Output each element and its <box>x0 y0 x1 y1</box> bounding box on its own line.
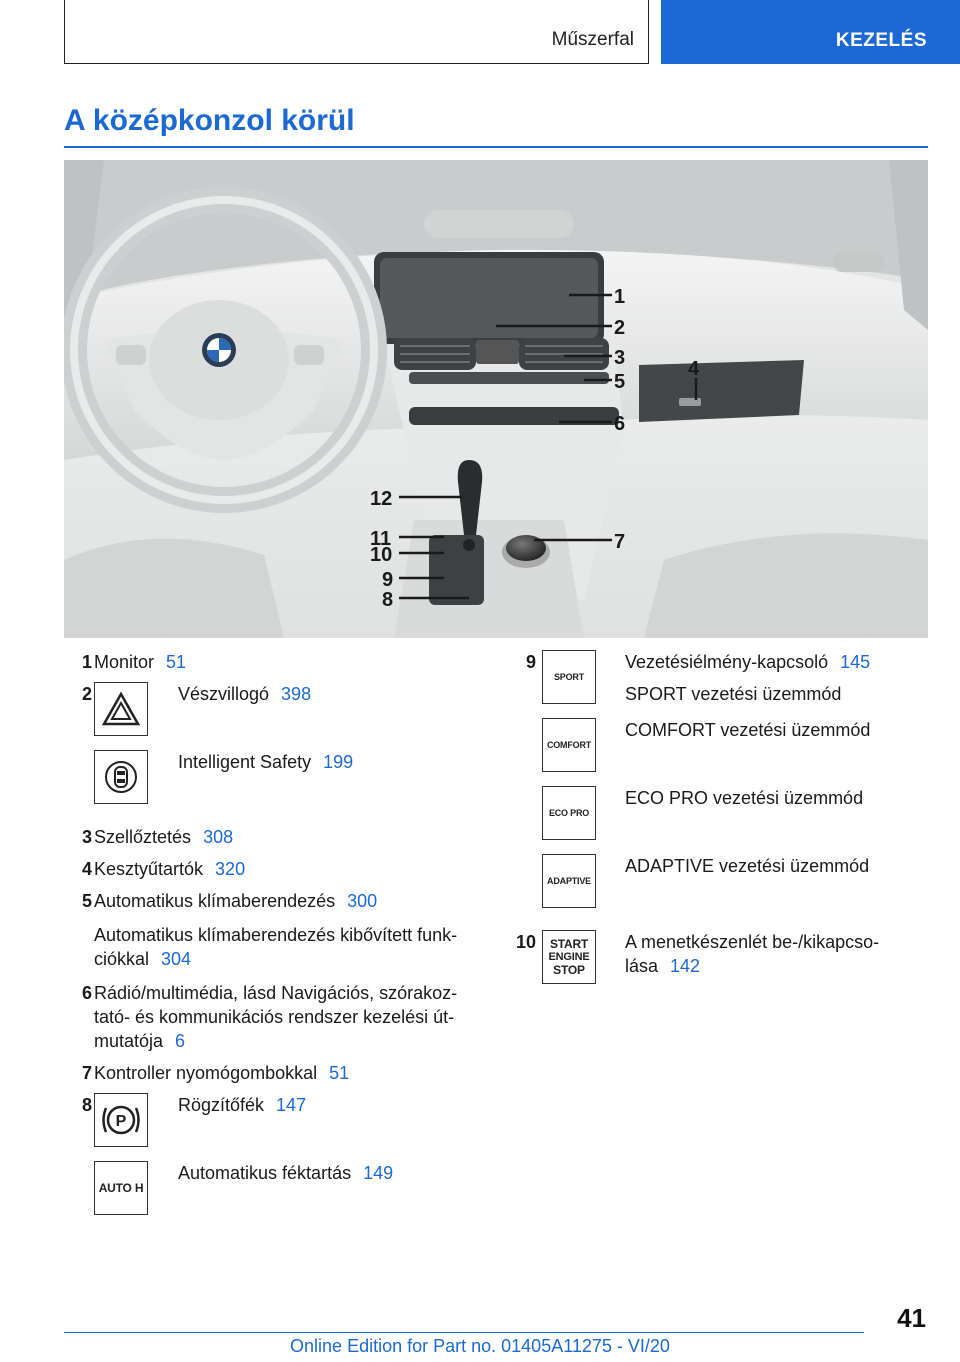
sport-mode-icon: SPORT <box>542 650 596 704</box>
page-ref-link[interactable]: 142 <box>670 956 701 976</box>
title-divider <box>64 146 928 148</box>
eco-pro-mode-icon: ECO PRO <box>542 786 596 840</box>
page-ref-link[interactable]: 304 <box>161 949 192 969</box>
comfort-mode-icon: COMFORT <box>542 718 596 772</box>
page-ref-link[interactable]: 145 <box>840 652 871 672</box>
page-ref-link[interactable]: 320 <box>215 859 246 879</box>
callout-12: 12 <box>370 488 393 510</box>
header-chapter-tab <box>661 0 960 64</box>
footer-divider <box>64 1332 864 1333</box>
callout-2: 2 <box>614 317 626 339</box>
callout-9: 9 <box>382 569 394 591</box>
dashboard-illustration <box>64 160 928 638</box>
callout-5: 5 <box>614 371 626 393</box>
header-section-tab <box>64 0 649 64</box>
callout-3: 3 <box>614 347 626 369</box>
parking-brake-icon <box>94 1093 148 1147</box>
page-ref-link[interactable]: 6 <box>175 1031 186 1051</box>
callout-7: 7 <box>614 531 626 553</box>
callout-1: 1 <box>614 286 626 308</box>
page-ref-link[interactable]: 308 <box>203 827 234 847</box>
header-chapter-label: KEZELÉS <box>835 30 927 51</box>
callout-11: 11 <box>370 528 392 550</box>
page-ref-link[interactable]: 51 <box>166 652 187 672</box>
header-section-label: Műszerfal <box>551 29 634 50</box>
intelligent-safety-icon <box>94 750 148 804</box>
start-stop-button-icon: START ENGINE STOP <box>542 930 596 984</box>
callout-4: 4 <box>688 358 700 380</box>
callout-8: 8 <box>382 589 394 611</box>
page-ref-link[interactable]: 300 <box>347 891 378 911</box>
page-number: 41 <box>897 1303 926 1333</box>
page-title: A középkonzol körül <box>64 104 355 137</box>
callout-10: 10 <box>370 544 393 566</box>
page-ref-link[interactable]: 398 <box>281 684 312 704</box>
page-ref-link[interactable]: 149 <box>363 1163 394 1183</box>
hazard-warning-icon <box>94 682 148 736</box>
page-ref-link[interactable]: 199 <box>323 752 354 772</box>
auto-hold-icon: AUTO H <box>94 1161 148 1215</box>
footer-edition[interactable]: Online Edition for Part no. 01405A11275 - VI/20 <box>290 1336 670 1356</box>
adaptive-mode-icon: ADAPTIVE <box>542 854 596 908</box>
page-ref-link[interactable]: 147 <box>276 1095 307 1115</box>
callout-6: 6 <box>614 413 626 435</box>
page-ref-link[interactable]: 51 <box>329 1063 350 1083</box>
svg-text:P: P <box>115 1113 127 1130</box>
